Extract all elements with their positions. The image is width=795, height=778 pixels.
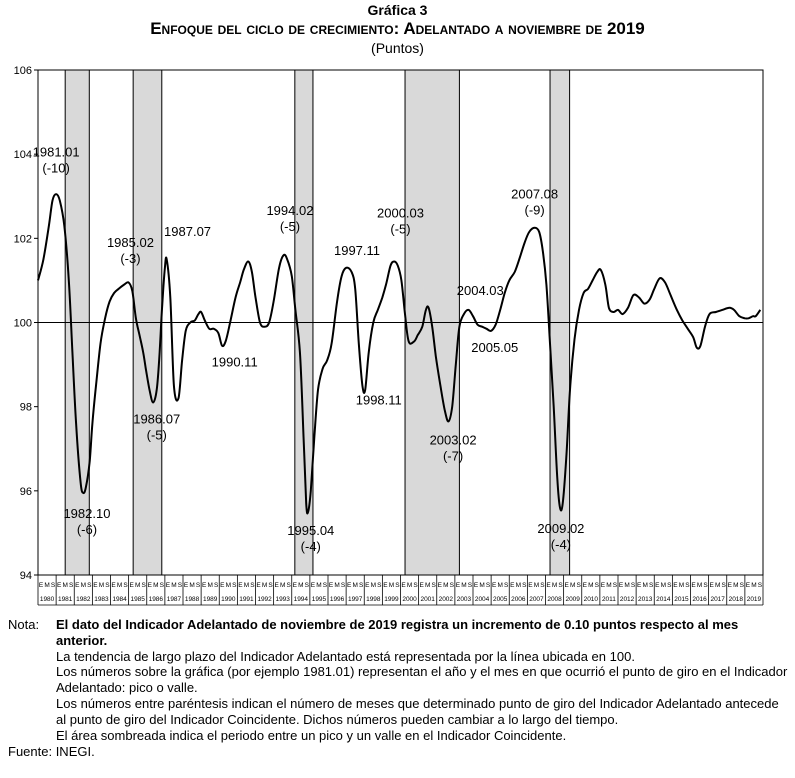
year-tick-label: 1989	[202, 596, 218, 603]
month-tick-label: S	[359, 582, 364, 589]
turning-point-label	[457, 283, 504, 298]
month-tick-label: S	[522, 582, 527, 589]
month-tick-label: S	[685, 582, 690, 589]
month-tick-label: S	[304, 582, 310, 589]
turning-point-label-line: (-10)	[42, 160, 70, 176]
month-tick-label: E	[618, 582, 624, 589]
month-tick-label: S	[195, 582, 201, 589]
month-tick-label: E	[201, 582, 207, 589]
year-tick-label: 2009	[565, 596, 580, 603]
year-tick-label: 1991	[239, 596, 254, 603]
month-tick-label: E	[546, 582, 551, 589]
month-tick-label: S	[558, 582, 563, 589]
month-tick-label: M	[316, 582, 322, 589]
month-tick-label: M	[225, 582, 232, 589]
month-tick-label: M	[134, 582, 141, 589]
turning-point-label-line: 2000.03	[377, 205, 424, 221]
turning-point-label-line: (-4)	[550, 536, 572, 552]
month-tick-label: E	[491, 582, 497, 589]
year-tick-label: 1984	[112, 596, 127, 603]
month-tick-label: M	[44, 582, 50, 589]
month-tick-label: S	[540, 582, 545, 589]
month-tick-label: M	[642, 582, 648, 589]
x-axis	[38, 575, 763, 605]
note-line: La tendencia de largo plazo del Indicador Adelantado está representada por la línea ubicada en 100.	[56, 648, 635, 664]
month-tick-label: S	[576, 582, 581, 589]
year-tick-label: 2001	[420, 596, 435, 603]
year-tick-label: 1996	[329, 596, 345, 603]
month-tick-label: S	[177, 582, 183, 589]
turning-point-label-line: 1987.07	[164, 224, 212, 240]
month-tick-label: S	[649, 582, 654, 589]
year-tick-label: 1995	[311, 596, 327, 603]
month-tick-label: E	[636, 582, 642, 589]
turning-point-label-line: 1994.02	[266, 203, 314, 219]
month-tick-label: S	[757, 582, 763, 589]
year-tick-label: 2011	[601, 596, 616, 603]
month-tick-label: M	[334, 582, 340, 589]
year-tick-label: 2016	[692, 596, 707, 603]
month-tick-label: E	[238, 582, 243, 589]
month-tick-label: S	[268, 582, 273, 589]
month-tick-label: S	[594, 582, 600, 589]
y-tick-label: 98	[19, 401, 32, 414]
month-tick-label: M	[80, 582, 87, 589]
month-tick-label: E	[365, 582, 370, 589]
month-tick-label: M	[261, 582, 268, 589]
month-tick-label: E	[383, 582, 388, 589]
month-tick-label: S	[612, 582, 618, 589]
month-tick-label: E	[220, 582, 225, 589]
turning-point-label-line: 1981.01	[32, 144, 80, 160]
chart-subtitle: (Puntos)	[371, 40, 424, 56]
month-tick-label: M	[733, 582, 739, 589]
year-tick-label: 2004	[474, 596, 490, 603]
month-tick-label: M	[406, 582, 413, 589]
y-tick-label: 96	[19, 485, 32, 498]
note-row	[8, 617, 790, 743]
month-tick-label: M	[153, 582, 159, 589]
month-tick-label: S	[340, 582, 346, 589]
month-tick-label: S	[286, 582, 291, 589]
month-tick-label: E	[437, 582, 442, 589]
month-tick-label: S	[703, 582, 708, 589]
month-tick-label: M	[171, 582, 177, 589]
month-tick-label: E	[38, 582, 44, 589]
month-tick-label: M	[678, 582, 685, 589]
note-line: Los números sobre la gráfica (por ejemplo 1981.01) representan el año y el mes en que ocurrió el punto de giro en el Indicador Adelantado: pico o valle.	[56, 664, 788, 696]
turning-point-label	[537, 521, 584, 552]
month-tick-label: M	[515, 582, 522, 589]
month-tick-label: M	[461, 582, 467, 589]
month-tick-label: S	[739, 582, 745, 589]
year-tick-label: 2018	[728, 596, 744, 603]
year-tick-label: 2015	[674, 596, 689, 603]
month-tick-label: S	[413, 582, 418, 589]
month-tick-label: S	[141, 582, 146, 589]
year-tick-label: 2014	[656, 596, 671, 603]
year-tick-label: 1998	[366, 596, 381, 603]
year-tick-label: 2003	[456, 596, 472, 603]
month-tick-label: S	[322, 582, 328, 589]
month-tick-label: E	[655, 582, 660, 589]
month-tick-label: E	[473, 582, 479, 589]
month-tick-label: M	[62, 582, 68, 589]
month-tick-label: E	[75, 582, 80, 589]
turning-point-label	[471, 340, 518, 355]
month-tick-label: E	[401, 582, 406, 589]
month-tick-label: S	[232, 582, 237, 589]
month-tick-label: E	[93, 582, 98, 589]
month-tick-label: S	[87, 582, 92, 589]
y-tick-label: 100	[13, 317, 32, 330]
notes-section	[8, 617, 790, 760]
month-tick-label: M	[298, 582, 304, 589]
year-tick-label: 2005	[492, 596, 508, 603]
month-tick-label: M	[714, 582, 721, 589]
year-tick-label: 1986	[148, 596, 164, 603]
month-tick-label: E	[727, 582, 732, 589]
turning-point-label	[164, 224, 211, 239]
month-tick-label: E	[56, 582, 62, 589]
note-bold-line: El dato del Indicador Adelantado de noviembre de 2019 registra un incremento de 0.10 puntos respecto al mes anterior.	[56, 617, 739, 648]
month-tick-label: M	[606, 582, 612, 589]
month-tick-label: M	[443, 582, 449, 589]
year-tick-label: 2008	[547, 596, 562, 603]
month-tick-label: M	[588, 582, 594, 589]
y-tick-label: 106	[13, 65, 32, 77]
month-tick-label: E	[256, 582, 261, 589]
chart-title: Enfoque del ciclo de crecimiento: Adelantado a noviembre de 2019	[150, 19, 645, 38]
month-tick-label: S	[667, 582, 672, 589]
turning-point-label-line: 2003.02	[429, 432, 477, 448]
month-tick-label: S	[630, 582, 636, 589]
month-tick-label: S	[50, 582, 56, 589]
year-tick-label: 1987	[166, 596, 182, 603]
month-tick-label: M	[207, 582, 213, 589]
note-label: Nota:	[8, 617, 40, 632]
note-body	[56, 617, 790, 743]
month-tick-label: S	[69, 582, 74, 589]
month-tick-label: M	[569, 582, 576, 589]
turning-point-label-line: 2009.02	[537, 520, 585, 536]
year-tick-label: 1990	[221, 596, 236, 603]
turning-point-label-line: (-5)	[390, 221, 411, 237]
month-tick-label: E	[346, 582, 352, 589]
month-tick-label: M	[279, 582, 286, 589]
month-tick-label: M	[352, 582, 358, 589]
note-line: Los números entre paréntesis indican el número de meses que determinado punto de giro del Indicador Adelantado antecede al punto de giro del Indicador Coincidente. Dichos números pueden cambiar a lo largo del tiempo.	[56, 695, 779, 727]
year-tick-label: 2019	[746, 596, 762, 603]
turning-point-label-line: (-3)	[120, 250, 141, 266]
month-tick-label: M	[696, 582, 703, 589]
year-tick-label: 1982	[76, 596, 91, 603]
month-tick-label: M	[479, 582, 485, 589]
year-tick-label: 1993	[275, 596, 290, 603]
turning-point-label-line: 2007.08	[511, 186, 559, 202]
month-tick-label: M	[189, 582, 195, 589]
turning-point-label-line: (-5)	[146, 427, 167, 443]
y-tick-label: 102	[13, 233, 32, 246]
month-tick-label: S	[105, 582, 110, 589]
y-tick-label: 104	[13, 149, 32, 162]
year-tick-label: 1981	[57, 596, 73, 603]
month-tick-label: M	[388, 582, 395, 589]
turning-point-label-line: (-4)	[300, 539, 321, 555]
year-tick-label: 2006	[511, 596, 526, 603]
month-tick-label: E	[455, 582, 461, 589]
month-tick-label: M	[551, 582, 558, 589]
month-tick-label: E	[510, 582, 515, 589]
month-tick-label: E	[691, 582, 696, 589]
turning-point-label-line: 1997.11	[333, 243, 381, 259]
month-tick-label: S	[395, 582, 400, 589]
year-tick-label: 2010	[583, 596, 599, 603]
year-tick-label: 1980	[39, 596, 55, 603]
month-tick-label: M	[116, 582, 123, 589]
month-tick-label: E	[292, 582, 297, 589]
chart-number-label: Gráfica 3	[367, 2, 428, 18]
turning-point-label-line: 2004.03	[456, 283, 504, 299]
turning-point-label	[212, 355, 258, 370]
month-tick-label: M	[624, 582, 630, 589]
year-tick-label: 1994	[293, 596, 309, 603]
month-tick-label: S	[721, 582, 726, 589]
year-tick-label: 1999	[384, 596, 399, 603]
year-tick-label: 2012	[619, 596, 635, 603]
month-tick-label: M	[98, 582, 105, 589]
turning-point-label	[334, 243, 380, 258]
month-tick-label: S	[377, 582, 382, 589]
month-tick-label: E	[111, 582, 116, 589]
month-tick-label: M	[751, 582, 757, 589]
turning-point-label-line: 1982.10	[63, 506, 111, 522]
month-tick-label: E	[582, 582, 587, 589]
month-tick-label: E	[564, 582, 569, 589]
turning-point-label-line: (-7)	[442, 448, 464, 464]
turning-point-label-line: 1998.11	[355, 392, 402, 408]
month-tick-label: M	[497, 582, 503, 589]
turning-point-label-line: (-6)	[76, 522, 98, 538]
year-tick-label: 2007	[529, 596, 544, 603]
month-tick-label: M	[370, 582, 377, 589]
month-tick-label: S	[123, 582, 128, 589]
month-tick-label: S	[250, 582, 255, 589]
month-tick-label: E	[129, 582, 134, 589]
turning-point-label-line: 1995.04	[287, 523, 335, 539]
turning-point-label-line: 1985.02	[106, 234, 154, 250]
year-tick-label: 1988	[184, 596, 200, 603]
month-tick-label: S	[431, 582, 436, 589]
y-axis	[14, 65, 763, 582]
y-tick-label: 94	[19, 570, 32, 582]
month-tick-label: E	[328, 582, 334, 589]
month-tick-label: M	[660, 582, 667, 589]
month-tick-label: M	[243, 582, 250, 589]
month-tick-label: E	[310, 582, 316, 589]
turning-point-label-line: (-9)	[524, 202, 545, 218]
year-tick-label: 2017	[710, 596, 725, 603]
turning-point-label-line: (-5)	[279, 219, 301, 235]
month-tick-label: S	[449, 582, 455, 589]
month-tick-label: M	[533, 582, 540, 589]
month-tick-label: E	[745, 582, 751, 589]
month-tick-label: E	[528, 582, 533, 589]
note-line: El área sombreada indica el periodo entre un pico y un valle en el Indicador Coincidente.	[56, 727, 567, 743]
month-tick-label: M	[424, 582, 431, 589]
month-tick-label: S	[485, 582, 491, 589]
month-tick-label: S	[214, 582, 219, 589]
month-tick-label: S	[467, 582, 473, 589]
month-tick-label: S	[159, 582, 165, 589]
month-tick-label: E	[600, 582, 606, 589]
year-tick-label: 1992	[257, 596, 272, 603]
year-tick-label: 1983	[94, 596, 109, 603]
source-note: Fuente: INEGI.	[8, 744, 95, 760]
month-tick-label: E	[419, 582, 424, 589]
month-tick-label: E	[709, 582, 714, 589]
month-tick-label: E	[165, 582, 171, 589]
month-tick-label: E	[147, 582, 152, 589]
year-tick-label: 2013	[637, 596, 653, 603]
turning-point-label-line: 1990.11	[211, 354, 258, 370]
turning-point-label-line: 1986.07	[133, 411, 181, 427]
year-tick-label: 1997	[347, 596, 363, 603]
year-tick-label: 2002	[438, 596, 454, 603]
turning-point-label	[356, 393, 402, 408]
month-tick-label: E	[673, 582, 678, 589]
month-tick-label: E	[274, 582, 279, 589]
month-tick-label: S	[504, 582, 509, 589]
turning-point-label-line: 2005.05	[471, 339, 519, 355]
year-tick-label: 2000	[402, 596, 417, 603]
year-tick-label: 1985	[130, 596, 145, 603]
month-tick-label: E	[183, 582, 189, 589]
